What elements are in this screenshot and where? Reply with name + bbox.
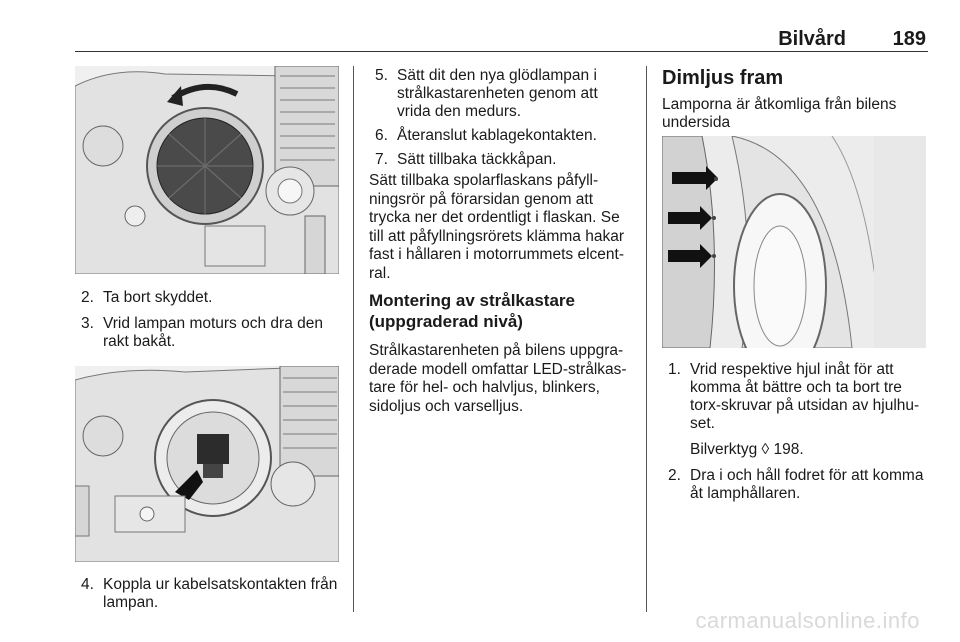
page-number: 189 [892,28,926,50]
list-item: 2. Dra i och håll fodret för att komma åt lamphållaren. [668,467,924,502]
list-item: 1. Vrid respektive hjul inåt för att komma åt bättre och ta bort tre torx-skruvar på utsidan av hjulhuset. [668,361,920,432]
steps-list-d [662,361,928,511]
subtitle: Lamporna är åtkomliga från bilens undersida [662,96,897,131]
list-item: 7. Sätt tillbaka täckkåpan. [375,151,557,168]
paragraph-refill-tube: Sätt tillbaka spolarflaskans påfyllningsrör på förarsidan genom att trycka ner det ordentligt i flaskan. Se till att påfyllningsrörets klämma hakar fast i hållaren i motorrummets elcentral. [369,172,624,282]
list-item: 6. Återanslut kablagekontakten. [375,127,597,144]
paragraph-led-headlamp: Strålkastarenheten på bilens uppgraderade modell omfattar LED-strålkastare för hel- och halvljus, blinkers, sidoljus och varselljus. [369,342,627,415]
list-item: 2. Ta bort skyddet. [81,289,213,306]
page-title: Dimljus fram [662,67,784,89]
section-title: Bilvård [778,28,846,50]
page-header [75,28,928,50]
header-rule [75,51,928,52]
list-item: 4. Koppla ur kabelsatskontakten från lampan. [81,576,338,611]
fog-lamp-wheelarch-illustration [662,136,926,348]
section-heading: Montering av strålkastare (uppgraderad nivå) [369,291,575,331]
reference-note[interactable]: Bilverktyg ◊ 198. [690,441,804,458]
steps-list-c [369,67,634,177]
bulb-connector-illustration [75,366,339,562]
steps-list-b [75,576,345,620]
watermark: carmanualsonline.info [695,608,920,633]
steps-list-a [75,289,345,359]
headlamp-cover-illustration [75,66,339,274]
list-item: 3. Vrid lampan moturs och dra den rakt bakåt. [81,315,323,350]
column-divider-1 [353,66,354,612]
list-item: 5. Sätt dit den nya glödlampan i strålkastarenheten genom att vrida den medurs. [375,67,598,120]
column-divider-2 [646,66,647,612]
